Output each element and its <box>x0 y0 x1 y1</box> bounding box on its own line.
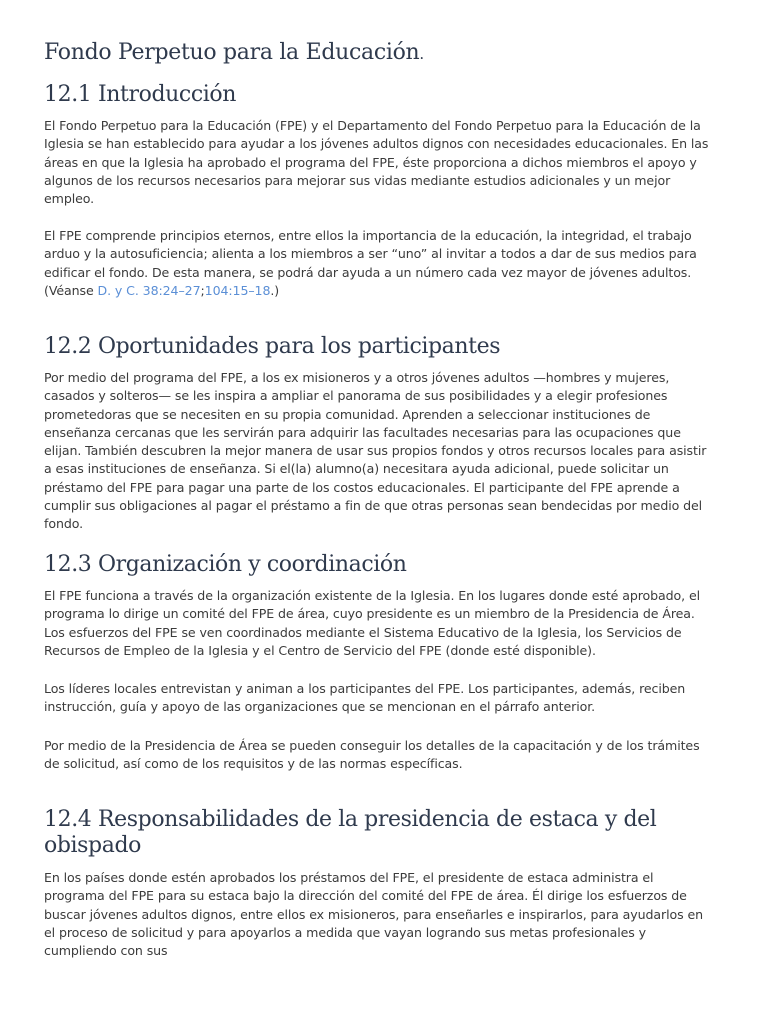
paragraph: El FPE funciona a través de la organización existente de la Iglesia. En los lugares donde esté aprobado, el programa lo dirige un comité del FPE de área, cuyo presidente es un miembro de la Presidencia de Área. Los esfuerzos del FPE se ven coordinados mediante el Sistema Educativo de la Iglesia, los Servicios de Recursos de Empleo de la Iglesia y el Centro de Servicio del FPE (donde esté disponible). <box>44 588 700 658</box>
reference-separator: ; <box>200 282 205 298</box>
paragraph: Los líderes locales entrevistan y animan a los participantes del FPE. Los participantes, además, reciben instrucción, guía y apoyo de las organizaciones que se mencionan en el párrafo anterior. <box>44 681 686 715</box>
paragraph: El Fondo Perpetuo para la Educación (FPE) y el Departamento del Fondo Perpetuo para la Educación de la Iglesia se han establecido para ayudar a los jóvenes adultos dignos con necesidades educacionales. En las áreas en que la Iglesia ha aprobado el programa del FPE, éste proporciona a dichos miembros el apoyo y algunos de los recursos necesarios para mejorar sus vidas mediante estudios adicionales y un mejor empleo. <box>44 118 709 207</box>
document-title-text: Fondo Perpetuo para la Educación <box>44 40 420 65</box>
section-heading-organizacion: 12.3 Organización y coordinación <box>44 552 407 577</box>
paragraph: Por medio del programa del FPE, a los ex misioneros y a otros jóvenes adultos —hombres y mujeres, casados y solteros— se les inspira a ampliar el panorama de sus posibilidades y a elegir profesiones prometedoras que se necesiten en su propia comunidad. Aprenden a seleccionar instituciones de enseñanza cercanas que les servirán para adquirir las facultades necesarias para las ocupaciones que elijan. También descubren la mejor manera de usar sus propios fondos y otros recursos locales para asistir a esas instituciones de enseñanza. Si el(la) alumno(a) necesitara ayuda adicional, puede solicitar un préstamo del FPE para pagar una parte de los costos educacionales. El participante del FPE aprende a cumplir sus obligaciones al pagar el préstamo a fin de que otras personas sean bendecidas por medio del fondo. <box>44 370 707 532</box>
section-heading-responsabilidades: 12.4 Responsabilidades de la presidencia de estaca y del obispado <box>44 807 657 858</box>
paragraph-text: El FPE comprende principios eternos, entre ellos la importancia de la educación, la integridad, el trabajo arduo y la autosuficiencia; alienta a los miembros a ser “uno” al invitar a todos a dar de sus medios para edificar el fondo. De esta manera, se podrá dar ayuda a un número cada vez mayor de jóvenes adultos. <box>44 228 697 280</box>
document-title-dot: . <box>419 45 424 63</box>
paragraph: Por medio de la Presidencia de Área se pueden conseguir los detalles de la capacitación y de los trámites de solicitud, así como de los requisitos y de las normas específicas. <box>44 738 700 772</box>
see-prefix: (Véanse <box>44 282 98 298</box>
document-title <box>44 40 424 65</box>
scripture-reference-link[interactable]: D. y C. 38:24–27 <box>97 282 201 298</box>
paragraph: En los países donde estén aprobados los préstamos del FPE, el presidente de estaca administra el programa del FPE para su estaca bajo la dirección del comité del FPE de área. Él dirige los esfuerzos de buscar jóvenes adultos dignos, entre ellos ex misioneros, para enseñarles e inspirarlos, para ayudarlos en el proceso de solicitud y para apoyarlos a medida que vayan logrando sus metas profesionales y cumpliendo con sus <box>44 870 703 959</box>
scripture-reference-link[interactable]: 104:15–18 <box>204 282 271 298</box>
paragraph-with-references <box>44 227 716 300</box>
see-suffix: .) <box>270 282 280 298</box>
section-heading-introduccion: 12.1 Introducción <box>44 82 236 107</box>
section-heading-oportunidades: 12.2 Oportunidades para los participantes <box>44 334 501 359</box>
